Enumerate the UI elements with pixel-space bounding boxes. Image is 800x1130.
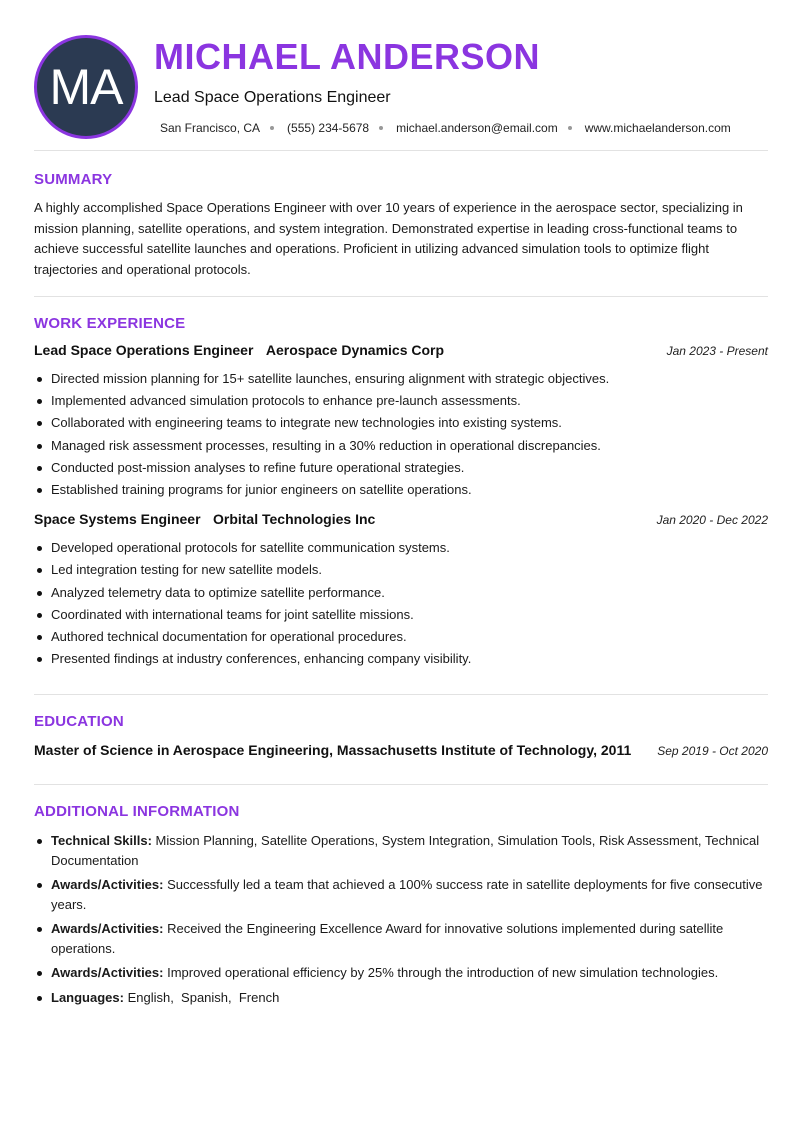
- list-item: Led integration testing for new satellite models.: [51, 559, 768, 581]
- info-label: Languages:: [51, 989, 124, 1005]
- info-label: Awards/Activities:: [51, 921, 164, 937]
- job-entry: [34, 342, 768, 501]
- info-label: Awards/Activities:: [51, 965, 164, 981]
- list-item: [51, 919, 768, 958]
- resume-page: [34, 0, 768, 1012]
- contact-location: San Francisco, CA: [160, 121, 261, 135]
- resume-header: [34, 0, 768, 150]
- list-item: Developed operational protocols for satellite communication systems.: [51, 537, 768, 559]
- info-text: Successfully led a team that achieved a 100% success rate in satellite deployments for five consecutive years.: [51, 877, 763, 912]
- list-item: Conducted post-mission analyses to refine future operational strategies.: [51, 457, 768, 479]
- job-company: Aerospace Dynamics Corp: [265, 342, 445, 358]
- education-section: [34, 695, 768, 784]
- list-item: Implemented advanced simulation protocols to enhance pre-launch assessments.: [51, 390, 768, 412]
- experience-section: [34, 297, 768, 694]
- info-label: Awards/Activities:: [51, 877, 164, 893]
- summary-heading: SUMMARY: [34, 171, 113, 188]
- list-item: Directed mission planning for 15+ satellite launches, ensuring alignment with strategic objectives.: [51, 368, 768, 390]
- job-dates: Jan 2020 - Dec 2022: [656, 513, 768, 528]
- experience-heading: WORK EXPERIENCE: [34, 315, 186, 332]
- list-item: Established training programs for junior engineers on satellite operations.: [51, 479, 768, 501]
- list-item: Collaborated with engineering teams to integrate new technologies into existing systems.: [51, 412, 768, 434]
- info-text: English, Spanish, French: [123, 989, 280, 1005]
- job-dates: Jan 2023 - Present: [666, 344, 768, 358]
- info-text: Mission Planning, Satellite Operations, System Integration, Simulation Tools, Risk Assessment, Technical Documentation: [51, 833, 760, 868]
- list-item: [51, 988, 768, 1008]
- candidate-name: MICHAEL ANDERSON: [154, 36, 541, 77]
- list-item: Authored technical documentation for operational procedures.: [51, 626, 768, 648]
- education-heading: EDUCATION: [34, 713, 124, 731]
- list-item: [51, 875, 768, 914]
- list-item: Presented findings at industry conferences, enhancing company visibility.: [51, 648, 768, 670]
- job-header: [34, 342, 768, 360]
- job-entry: [34, 511, 768, 670]
- list-item: [51, 963, 768, 983]
- education-entry: [34, 742, 768, 758]
- additional-list: [34, 831, 768, 1007]
- list-item: [51, 831, 768, 870]
- avatar: MA: [34, 35, 138, 139]
- info-text: Improved operational efficiency by 25% through the introduction of new simulation technologies.: [163, 965, 719, 981]
- additional-heading: ADDITIONAL INFORMATION: [34, 803, 240, 821]
- list-item: Managed risk assessment processes, resulting in a 30% reduction in operational discrepancies.: [51, 435, 768, 457]
- education-degree: Master of Science in Aerospace Engineering, Massachusetts Institute of Technology, 2011: [34, 742, 632, 759]
- job-company: Orbital Technologies Inc: [212, 511, 376, 528]
- separator-dot-icon: [568, 126, 572, 130]
- summary-section: [34, 151, 768, 296]
- contact-phone: (555) 234-5678: [287, 121, 370, 135]
- list-item: Analyzed telemetry data to optimize satellite performance.: [51, 582, 768, 604]
- education-dates: Sep 2019 - Oct 2020: [657, 744, 768, 759]
- separator-dot-icon: [270, 126, 274, 130]
- contact-row: [160, 121, 731, 135]
- contact-website[interactable]: www.michaelanderson.com: [584, 121, 731, 135]
- candidate-title: Lead Space Operations Engineer: [154, 89, 391, 106]
- job-bullets: [34, 537, 768, 670]
- contact-email[interactable]: michael.anderson@email.com: [396, 121, 558, 135]
- job-bullets: [34, 368, 768, 501]
- info-label: Technical Skills:: [51, 833, 152, 849]
- job-header: [34, 511, 768, 529]
- job-role: Lead Space Operations Engineer: [34, 342, 254, 358]
- separator-dot-icon: [379, 126, 383, 130]
- list-item: Coordinated with international teams for joint satellite missions.: [51, 604, 768, 626]
- summary-text: A highly accomplished Space Operations Engineer with over 10 years of experience in the aerospace sector, specializing in mission planning, satellite operations, and system integration. Demonstrated expertise in leading cross-functional teams to achieve successful satellite launches and operations. Proficient in utilizing advanced simulation tools to optimize flight trajectories and operational protocols.: [34, 200, 743, 277]
- info-text: Received the Engineering Excellence Award for innovative solutions implemented during satellite operations.: [51, 921, 724, 956]
- job-role: Space Systems Engineer: [34, 511, 201, 528]
- additional-section: [34, 785, 768, 1007]
